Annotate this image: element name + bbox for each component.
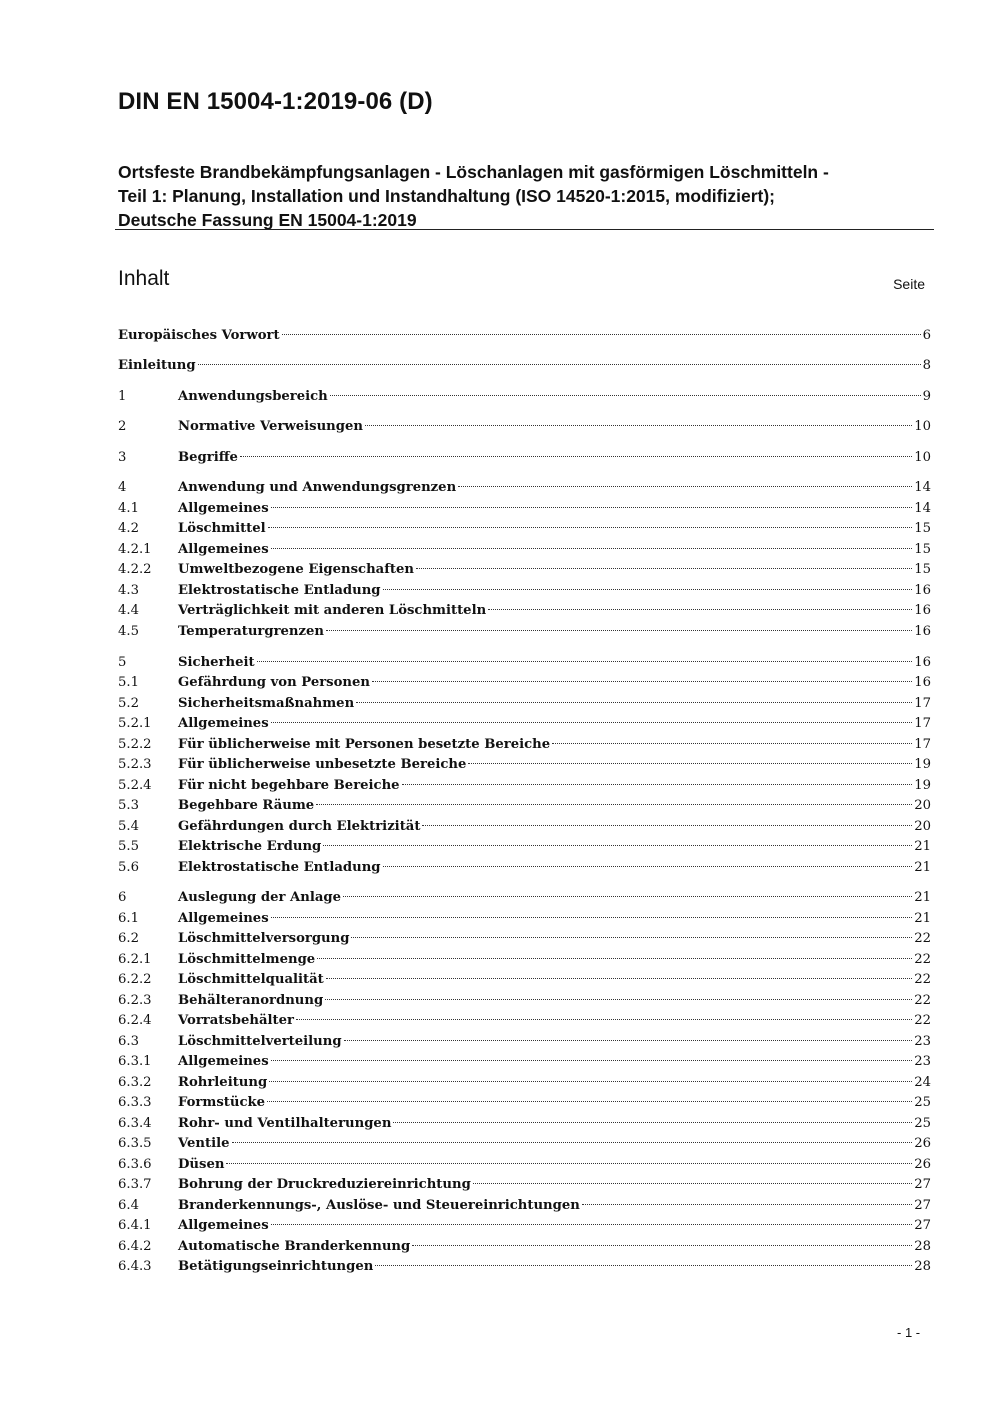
toc-entry-title: Löschmittelqualität (178, 972, 324, 987)
toc-dot-leader (271, 548, 913, 549)
toc-dot-leader (226, 1163, 912, 1164)
toc-entry-page: 16 (914, 624, 931, 639)
toc-entry[interactable] (118, 1032, 931, 1052)
toc-entry-number: 2 (118, 419, 127, 434)
toc-dot-leader (552, 743, 912, 744)
toc-entry[interactable] (118, 478, 931, 498)
toc-entry-title: Anwendung und Anwendungsgrenzen (178, 480, 457, 495)
toc-entry[interactable] (118, 1093, 931, 1113)
toc-entry-page: 28 (914, 1239, 931, 1254)
toc-entry[interactable] (118, 694, 931, 714)
toc-entry[interactable] (118, 417, 931, 437)
toc-entry[interactable] (118, 858, 931, 878)
toc-entry[interactable] (118, 755, 931, 775)
toc-entry[interactable] (118, 653, 931, 673)
toc-entry[interactable] (118, 1134, 931, 1154)
toc-entry-number: 1 (118, 389, 127, 404)
toc-dot-leader (468, 763, 912, 764)
page-column-label: Seite (893, 276, 925, 292)
toc-entry-number: 6.4.2 (118, 1239, 152, 1254)
toc-entry-page: 17 (914, 716, 931, 731)
toc-entry-title: Löschmittel (178, 521, 266, 536)
toc-entry-title: Allgemeines (178, 1054, 269, 1069)
toc-entry-title: Elektrische Erdung (178, 839, 322, 854)
toc-dot-leader (375, 1265, 912, 1266)
toc-entry-number: 5.5 (118, 839, 139, 854)
toc-entry-page: 26 (914, 1157, 931, 1172)
toc-entry-title: Anwendungsbereich (178, 389, 328, 404)
toc-entry-title: Düsen (178, 1157, 225, 1172)
toc-dot-leader (323, 845, 912, 846)
toc-entry[interactable] (118, 1114, 931, 1134)
toc-entry-page: 27 (914, 1177, 931, 1192)
toc-entry-number: 6 (118, 890, 127, 905)
toc-dot-leader (351, 937, 912, 938)
toc-entry-page: 14 (914, 480, 931, 495)
toc-entry-number: 6.3.3 (118, 1095, 152, 1110)
toc-dot-leader (582, 1204, 912, 1205)
toc-entry-number: 5.2.4 (118, 778, 152, 793)
toc-entry-page: 23 (914, 1034, 931, 1049)
toc-dot-leader (198, 364, 921, 365)
toc-entry[interactable] (118, 1175, 931, 1195)
toc-entry-title: Rohrleitung (178, 1075, 268, 1090)
toc-entry-title: Allgemeines (178, 716, 269, 731)
toc-entry-page: 21 (914, 860, 931, 875)
toc-entry[interactable] (118, 1073, 931, 1093)
toc-entry-title: Allgemeines (178, 1218, 269, 1233)
toc-entry-title: Formstücke (178, 1095, 265, 1110)
toc-entry-title: Temperaturgrenzen (178, 624, 324, 639)
toc-dot-leader (271, 722, 913, 723)
toc-entry-number: 6.4 (118, 1198, 139, 1213)
toc-entry[interactable] (118, 1052, 931, 1072)
toc-entry-number: 6.3.4 (118, 1116, 152, 1131)
toc-entry-title: Für nicht begehbare Bereiche (178, 778, 400, 793)
toc-entry-number: 5 (118, 655, 127, 670)
toc-entry-page: 15 (914, 521, 931, 536)
toc-entry-title: Elektrostatische Entladung (178, 583, 381, 598)
toc-entry-title: Allgemeines (178, 911, 269, 926)
toc-entry-number: 6.3.6 (118, 1157, 152, 1172)
toc-entry-page: 10 (914, 450, 931, 465)
toc-entry-title: Automatische Branderkennung (178, 1239, 411, 1254)
toc-entry-page: 20 (914, 798, 931, 813)
toc-entry-number: 6.4.3 (118, 1259, 152, 1274)
toc-entry-page: 8 (922, 358, 931, 373)
toc-entry[interactable] (118, 1237, 931, 1257)
toc-entry-page: 27 (914, 1218, 931, 1233)
toc-entry[interactable] (118, 448, 931, 468)
toc-entry[interactable] (118, 356, 931, 376)
toc-entry[interactable] (118, 970, 931, 990)
toc-entry-page: 17 (914, 737, 931, 752)
toc-entry-page: 25 (914, 1116, 931, 1131)
toc-entry-number: 5.2.2 (118, 737, 152, 752)
toc-entry-title: Löschmittelversorgung (178, 931, 350, 946)
toc-entry[interactable] (118, 581, 931, 601)
toc-entry-title: Allgemeines (178, 542, 269, 557)
toc-heading: Inhalt (118, 267, 170, 290)
toc-dot-leader (240, 456, 912, 457)
toc-dot-leader (296, 1019, 912, 1020)
toc-entry[interactable] (118, 540, 931, 560)
toc-dot-leader (326, 630, 912, 631)
toc-entry[interactable] (118, 673, 931, 693)
toc-dot-leader (365, 425, 912, 426)
toc-entry-number: 6.3.2 (118, 1075, 152, 1090)
toc-entry[interactable] (118, 560, 931, 580)
toc-entry-number: 3 (118, 450, 127, 465)
toc-entry[interactable] (118, 929, 931, 949)
toc-entry-title: Löschmittelmenge (178, 952, 316, 967)
toc-entry-number: 6.1 (118, 911, 139, 926)
toc-entry-number: 4.1 (118, 501, 139, 516)
toc-dot-leader (383, 589, 913, 590)
toc-entry-title: Bohrung der Druckreduziereinrichtung (178, 1177, 471, 1192)
toc-entry-page: 21 (914, 890, 931, 905)
toc-entry-number: Europäisches Vorwort (118, 328, 280, 343)
toc-entry-title: Elektrostatische Entladung (178, 860, 381, 875)
toc-entry[interactable] (118, 1155, 931, 1175)
toc-dot-leader (402, 784, 913, 785)
toc-dot-leader (267, 1101, 912, 1102)
toc-entry-title: Branderkennungs-, Auslöse- und Steuereinrichtungen (178, 1198, 580, 1213)
toc-entry-page: 17 (914, 696, 931, 711)
toc-entry-number: 6.2.1 (118, 952, 152, 967)
toc-dot-leader (422, 825, 912, 826)
toc-dot-leader (343, 896, 912, 897)
toc-dot-leader (330, 395, 921, 396)
toc-dot-leader (383, 866, 913, 867)
toc-entry-page: 16 (914, 603, 931, 618)
toc-dot-leader (271, 1060, 913, 1061)
document-title (118, 160, 934, 232)
toc-entry-page: 19 (914, 757, 931, 772)
toc-entry-title: Für üblicherweise mit Personen besetzte Bereiche (178, 737, 551, 752)
toc-entry-number: 6.2.4 (118, 1013, 152, 1028)
toc-dot-leader (257, 661, 913, 662)
toc-dot-leader (458, 486, 912, 487)
toc-entry-title: Auslegung der Anlage (178, 890, 341, 905)
toc-entry-number: 5.2.3 (118, 757, 152, 772)
toc-entry-number: 6.4.1 (118, 1218, 152, 1233)
toc-entry-title: Vorratsbehälter (178, 1013, 294, 1028)
toc-entry[interactable] (118, 888, 931, 908)
toc-entry-page: 16 (914, 655, 931, 670)
toc-entry-title: Umweltbezogene Eigenschaften (178, 562, 414, 577)
toc-dot-leader (488, 609, 912, 610)
toc-entry-title: Gefährdung von Personen (178, 675, 370, 690)
toc-entry[interactable] (118, 817, 931, 837)
toc-entry[interactable] (118, 1216, 931, 1236)
toc-entry-page: 14 (914, 501, 931, 516)
toc-entry-number: 6.3.7 (118, 1177, 152, 1192)
toc-dot-leader (326, 978, 912, 979)
toc-entry-title: Für üblicherweise unbesetzte Bereiche (178, 757, 467, 772)
toc-dot-leader (271, 507, 913, 508)
toc-entry[interactable] (118, 387, 931, 407)
toc-entry[interactable] (118, 735, 931, 755)
toc-entry[interactable] (118, 837, 931, 857)
toc-entry[interactable] (118, 1257, 931, 1277)
toc-entry-page: 6 (922, 328, 931, 343)
toc-entry-page: 23 (914, 1054, 931, 1069)
document-title-line: Ortsfeste Brandbekämpfungsanlagen - Löschanlagen mit gasförmigen Löschmitteln - (118, 162, 829, 182)
toc-entry-page: 22 (914, 972, 931, 987)
toc-entry[interactable] (118, 1011, 931, 1031)
toc-entry-page: 24 (914, 1075, 931, 1090)
toc-entry-title: Allgemeines (178, 501, 269, 516)
toc-entry-page: 27 (914, 1198, 931, 1213)
toc-entry-page: 22 (914, 993, 931, 1008)
document-number: DIN EN 15004-1:2019-06 (D) (118, 88, 433, 115)
toc-dot-leader (416, 568, 912, 569)
toc-entry-page: 21 (914, 911, 931, 926)
toc-entry-number: 6.2.2 (118, 972, 152, 987)
toc-entry-number: 4.2.2 (118, 562, 152, 577)
toc-entry-page: 26 (914, 1136, 931, 1151)
toc-dot-leader (317, 958, 912, 959)
title-divider (115, 229, 934, 230)
toc-entry-number: 4.5 (118, 624, 139, 639)
toc-dot-leader (271, 1224, 913, 1225)
toc-entry-page: 15 (914, 542, 931, 557)
toc-entry-number: 4 (118, 480, 127, 495)
toc-entry-number: 6.3.5 (118, 1136, 152, 1151)
toc-entry-number: 5.2 (118, 696, 139, 711)
toc-dot-leader (356, 702, 912, 703)
toc-entry-number: 4.2.1 (118, 542, 152, 557)
toc-entry-number: 6.2 (118, 931, 139, 946)
toc-entry[interactable] (118, 991, 931, 1011)
toc-entry-page: 22 (914, 952, 931, 967)
toc-entry-title: Ventile (178, 1136, 230, 1151)
toc-entry-title: Löschmittelverteilung (178, 1034, 342, 1049)
toc-entry[interactable] (118, 519, 931, 539)
toc-entry[interactable] (118, 909, 931, 929)
toc-entry-number: 4.3 (118, 583, 139, 598)
toc-entry[interactable] (118, 622, 931, 642)
toc-entry-number: 5.6 (118, 860, 139, 875)
toc-dot-leader (316, 804, 912, 805)
toc-entry-number: 4.4 (118, 603, 139, 618)
toc-dot-leader (271, 917, 913, 918)
toc-entry-page: 16 (914, 675, 931, 690)
toc-entry[interactable] (118, 601, 931, 621)
toc-entry-number: 5.3 (118, 798, 139, 813)
toc-entry[interactable] (118, 796, 931, 816)
toc-dot-leader (232, 1142, 913, 1143)
toc-entry[interactable] (118, 1196, 931, 1216)
toc-entry-number: 6.3.1 (118, 1054, 152, 1069)
toc-entry[interactable] (118, 776, 931, 796)
toc-entry-number: 6.3 (118, 1034, 139, 1049)
toc-dot-leader (268, 527, 913, 528)
toc-entry-number: Einleitung (118, 358, 196, 373)
document-title-line: Deutsche Fassung EN 15004-1:2019 (118, 210, 417, 230)
toc-entry-page: 22 (914, 931, 931, 946)
toc-entry-page: 21 (914, 839, 931, 854)
toc-entry-page: 22 (914, 1013, 931, 1028)
toc-dot-leader (344, 1040, 913, 1041)
toc-entry-title: Rohr- und Ventilhalterungen (178, 1116, 392, 1131)
toc-entry[interactable] (118, 950, 931, 970)
toc-entry-page: 20 (914, 819, 931, 834)
toc-entry-page: 10 (914, 419, 931, 434)
toc-entry-page: 9 (922, 389, 931, 404)
toc-entry-title: Verträglichkeit mit anderen Löschmitteln (178, 603, 487, 618)
toc-entry[interactable] (118, 326, 931, 346)
toc-entry-number: 5.4 (118, 819, 139, 834)
toc-entry-page: 16 (914, 583, 931, 598)
toc-entry-number: 6.2.3 (118, 993, 152, 1008)
toc-entry[interactable] (118, 714, 931, 734)
toc-dot-leader (372, 681, 912, 682)
toc-entry-title: Begehbare Räume (178, 798, 315, 813)
page-number: - 1 - (897, 1325, 921, 1340)
toc-entry-title: Begriffe (178, 450, 238, 465)
toc-entry-title: Gefährdungen durch Elektrizität (178, 819, 421, 834)
toc-dot-leader (412, 1245, 912, 1246)
toc-entry-page: 15 (914, 562, 931, 577)
toc-entry-title: Sicherheit (178, 655, 255, 670)
toc-entry-page: 28 (914, 1259, 931, 1274)
toc-entry-number: 4.2 (118, 521, 139, 536)
toc-entry-number: 5.1 (118, 675, 139, 690)
toc-dot-leader (393, 1122, 912, 1123)
toc-entry-title: Behälteranordnung (178, 993, 324, 1008)
toc-entry[interactable] (118, 499, 931, 519)
toc-dot-leader (473, 1183, 912, 1184)
toc-entry-title: Sicherheitsmaßnahmen (178, 696, 355, 711)
toc-dot-leader (282, 334, 921, 335)
toc-dot-leader (269, 1081, 912, 1082)
toc-dot-leader (325, 999, 912, 1000)
document-title-line: Teil 1: Planung, Installation und Instandhaltung (ISO 14520-1:2015, modifiziert); (118, 186, 775, 206)
toc-entry-title: Normative Verweisungen (178, 419, 363, 434)
toc-entry-page: 19 (914, 778, 931, 793)
toc-entry-page: 25 (914, 1095, 931, 1110)
toc-entry-number: 5.2.1 (118, 716, 152, 731)
toc-entry-title: Betätigungseinrichtungen (178, 1259, 374, 1274)
